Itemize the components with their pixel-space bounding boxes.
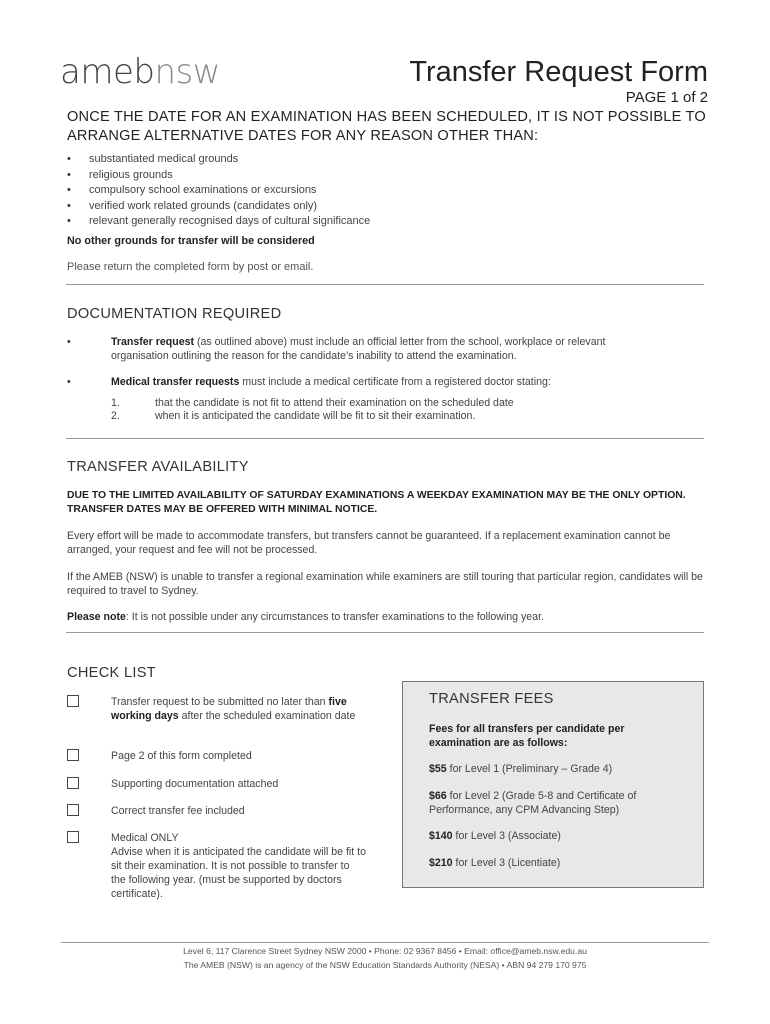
item-text: that the candidate is not fit to attend their examination on the scheduled date <box>155 397 514 409</box>
ground-item: • relevant generally recognised days of cultural significance <box>67 214 370 230</box>
doc-item-bold: Transfer request <box>111 336 195 348</box>
fee-description: for Level 1 (Preliminary – Grade 4) <box>446 763 613 775</box>
fee-item <box>429 789 689 817</box>
item-text: when it is anticipated the candidate will be fit to sit their examination. <box>155 410 476 422</box>
doc-item-medical <box>67 375 667 389</box>
no-other-grounds-note: No other grounds for transfer will be considered <box>67 235 315 247</box>
transfer-fees-intro: Fees for all transfers per candidate per examination are as follows: <box>429 723 625 749</box>
grounds-list <box>67 152 370 230</box>
fee-item <box>429 762 689 776</box>
fee-description: for Level 3 (Licentiate) <box>452 857 561 869</box>
checklist-item-medical: Medical ONLY Advise when it is anticipated the candidate will be fit to sit their examination. It is not possible to transfer to the following year. (must be supported by doctors certificate). <box>111 832 366 900</box>
ground-item: • verified work related grounds (candidates only) <box>67 199 370 215</box>
checklist-checkbox[interactable] <box>67 777 79 789</box>
bullet: • <box>67 336 71 348</box>
availability-warning: DUE TO THE LIMITED AVAILABILITY OF SATURDAY EXAMINATIONS A WEEKDAY EXAMINATION MAY BE THE ONLY OPTION. TRANSFER DATES MAY BE OFFERED WITH MINIMAL NOTICE. <box>67 490 686 515</box>
bullet: • <box>67 376 71 388</box>
fee-amount: $55 <box>429 763 447 775</box>
ground-item: • substantiated medical grounds <box>67 152 370 168</box>
doc-item-bold: Medical transfer requests <box>111 376 240 388</box>
fee-amount: $66 <box>429 790 447 802</box>
documentation-heading: DOCUMENTATION REQUIRED <box>67 306 282 322</box>
checklist-checkbox[interactable] <box>67 695 79 707</box>
divider <box>66 632 704 633</box>
doc-item-transfer-request <box>67 335 667 363</box>
transfer-fees-heading: TRANSFER FEES <box>429 691 554 707</box>
intro-headline: ONCE THE DATE FOR AN EXAMINATION HAS BEEN SCHEDULED, IT IS NOT POSSIBLE TO ARRANGE ALTERNATIVE DATES FOR ANY REASON OTHER THAN: <box>67 109 706 144</box>
item-number: 2. <box>111 410 120 422</box>
doc-item-text: (as outlined above) must include an official letter from the school, workplace or relevant organisation outlining the reason for the candidate’s inability to attend the examination. <box>111 336 606 362</box>
fee-item <box>429 829 689 843</box>
fee-amount: $140 <box>429 830 453 842</box>
fee-description: for Level 3 (Associate) <box>452 830 561 842</box>
checklist-text: Transfer request to be submitted no later than <box>111 696 329 708</box>
return-note: Please return the completed form by post or email. <box>67 261 314 273</box>
fee-description: for Level 2 (Grade 5-8 and Certificate of Performance, any CPM Advancing Step) <box>429 790 637 816</box>
logo-ameb: ameb <box>60 52 155 92</box>
ground-item: • compulsory school examinations or excursions <box>67 183 370 199</box>
checklist-heading: CHECK LIST <box>67 665 156 681</box>
availability-heading: TRANSFER AVAILABILITY <box>67 459 249 475</box>
please-note-label: Please note <box>67 611 126 623</box>
numbered-item <box>111 396 671 410</box>
item-number: 1. <box>111 397 120 409</box>
footer-agency: The AMEB (NSW) is an agency of the NSW Education Standards Authority (NESA) • ABN 94 279 170 975 <box>183 960 587 970</box>
checklist-item-fee: Correct transfer fee included <box>111 805 245 817</box>
availability-paragraph: Every effort will be made to accommodate transfers, but transfers cannot be guaranteed. If a replacement examination cannot be arranged, your request and fee will not be processed. <box>67 530 671 556</box>
form-title: Transfer Request Form <box>409 56 708 88</box>
please-note <box>67 610 707 624</box>
page-number: PAGE 1 of 2 <box>625 89 708 106</box>
divider <box>66 284 704 285</box>
fee-item <box>429 856 689 870</box>
doc-item-text: must include a medical certificate from a registered doctor stating: <box>239 376 551 388</box>
checklist-checkbox[interactable] <box>67 804 79 816</box>
fee-amount: $210 <box>429 857 453 869</box>
ground-item: • religious grounds <box>67 168 370 184</box>
checklist-checkbox[interactable] <box>67 749 79 761</box>
footer-contact: Level 6, 117 Clarence Street Sydney NSW 2000 • Phone: 02 9367 8456 • Email: office@ameb.nsw.edu.au <box>183 946 587 956</box>
checklist-text: after the scheduled examination date <box>178 710 356 722</box>
divider <box>66 438 704 439</box>
checklist-checkbox[interactable] <box>67 831 79 843</box>
checklist-item-documentation: Supporting documentation attached <box>111 778 279 790</box>
checklist-text-bold: five working days <box>111 696 347 722</box>
checklist-item-page2: Page 2 of this form completed <box>111 750 252 762</box>
availability-paragraph: If the AMEB (NSW) is unable to transfer a regional examination while examiners are still touring that particular region, candidates will be required to travel to Sydney. <box>67 571 703 597</box>
ameb-nsw-logo <box>60 52 220 92</box>
logo-nsw: nsw <box>154 52 221 92</box>
numbered-item <box>111 409 671 423</box>
footer-divider <box>61 942 709 943</box>
please-note-text: : It is not possible under any circumstances to transfer examinations to the following year. <box>125 611 544 623</box>
checklist-item-submit-deadline <box>111 695 371 723</box>
